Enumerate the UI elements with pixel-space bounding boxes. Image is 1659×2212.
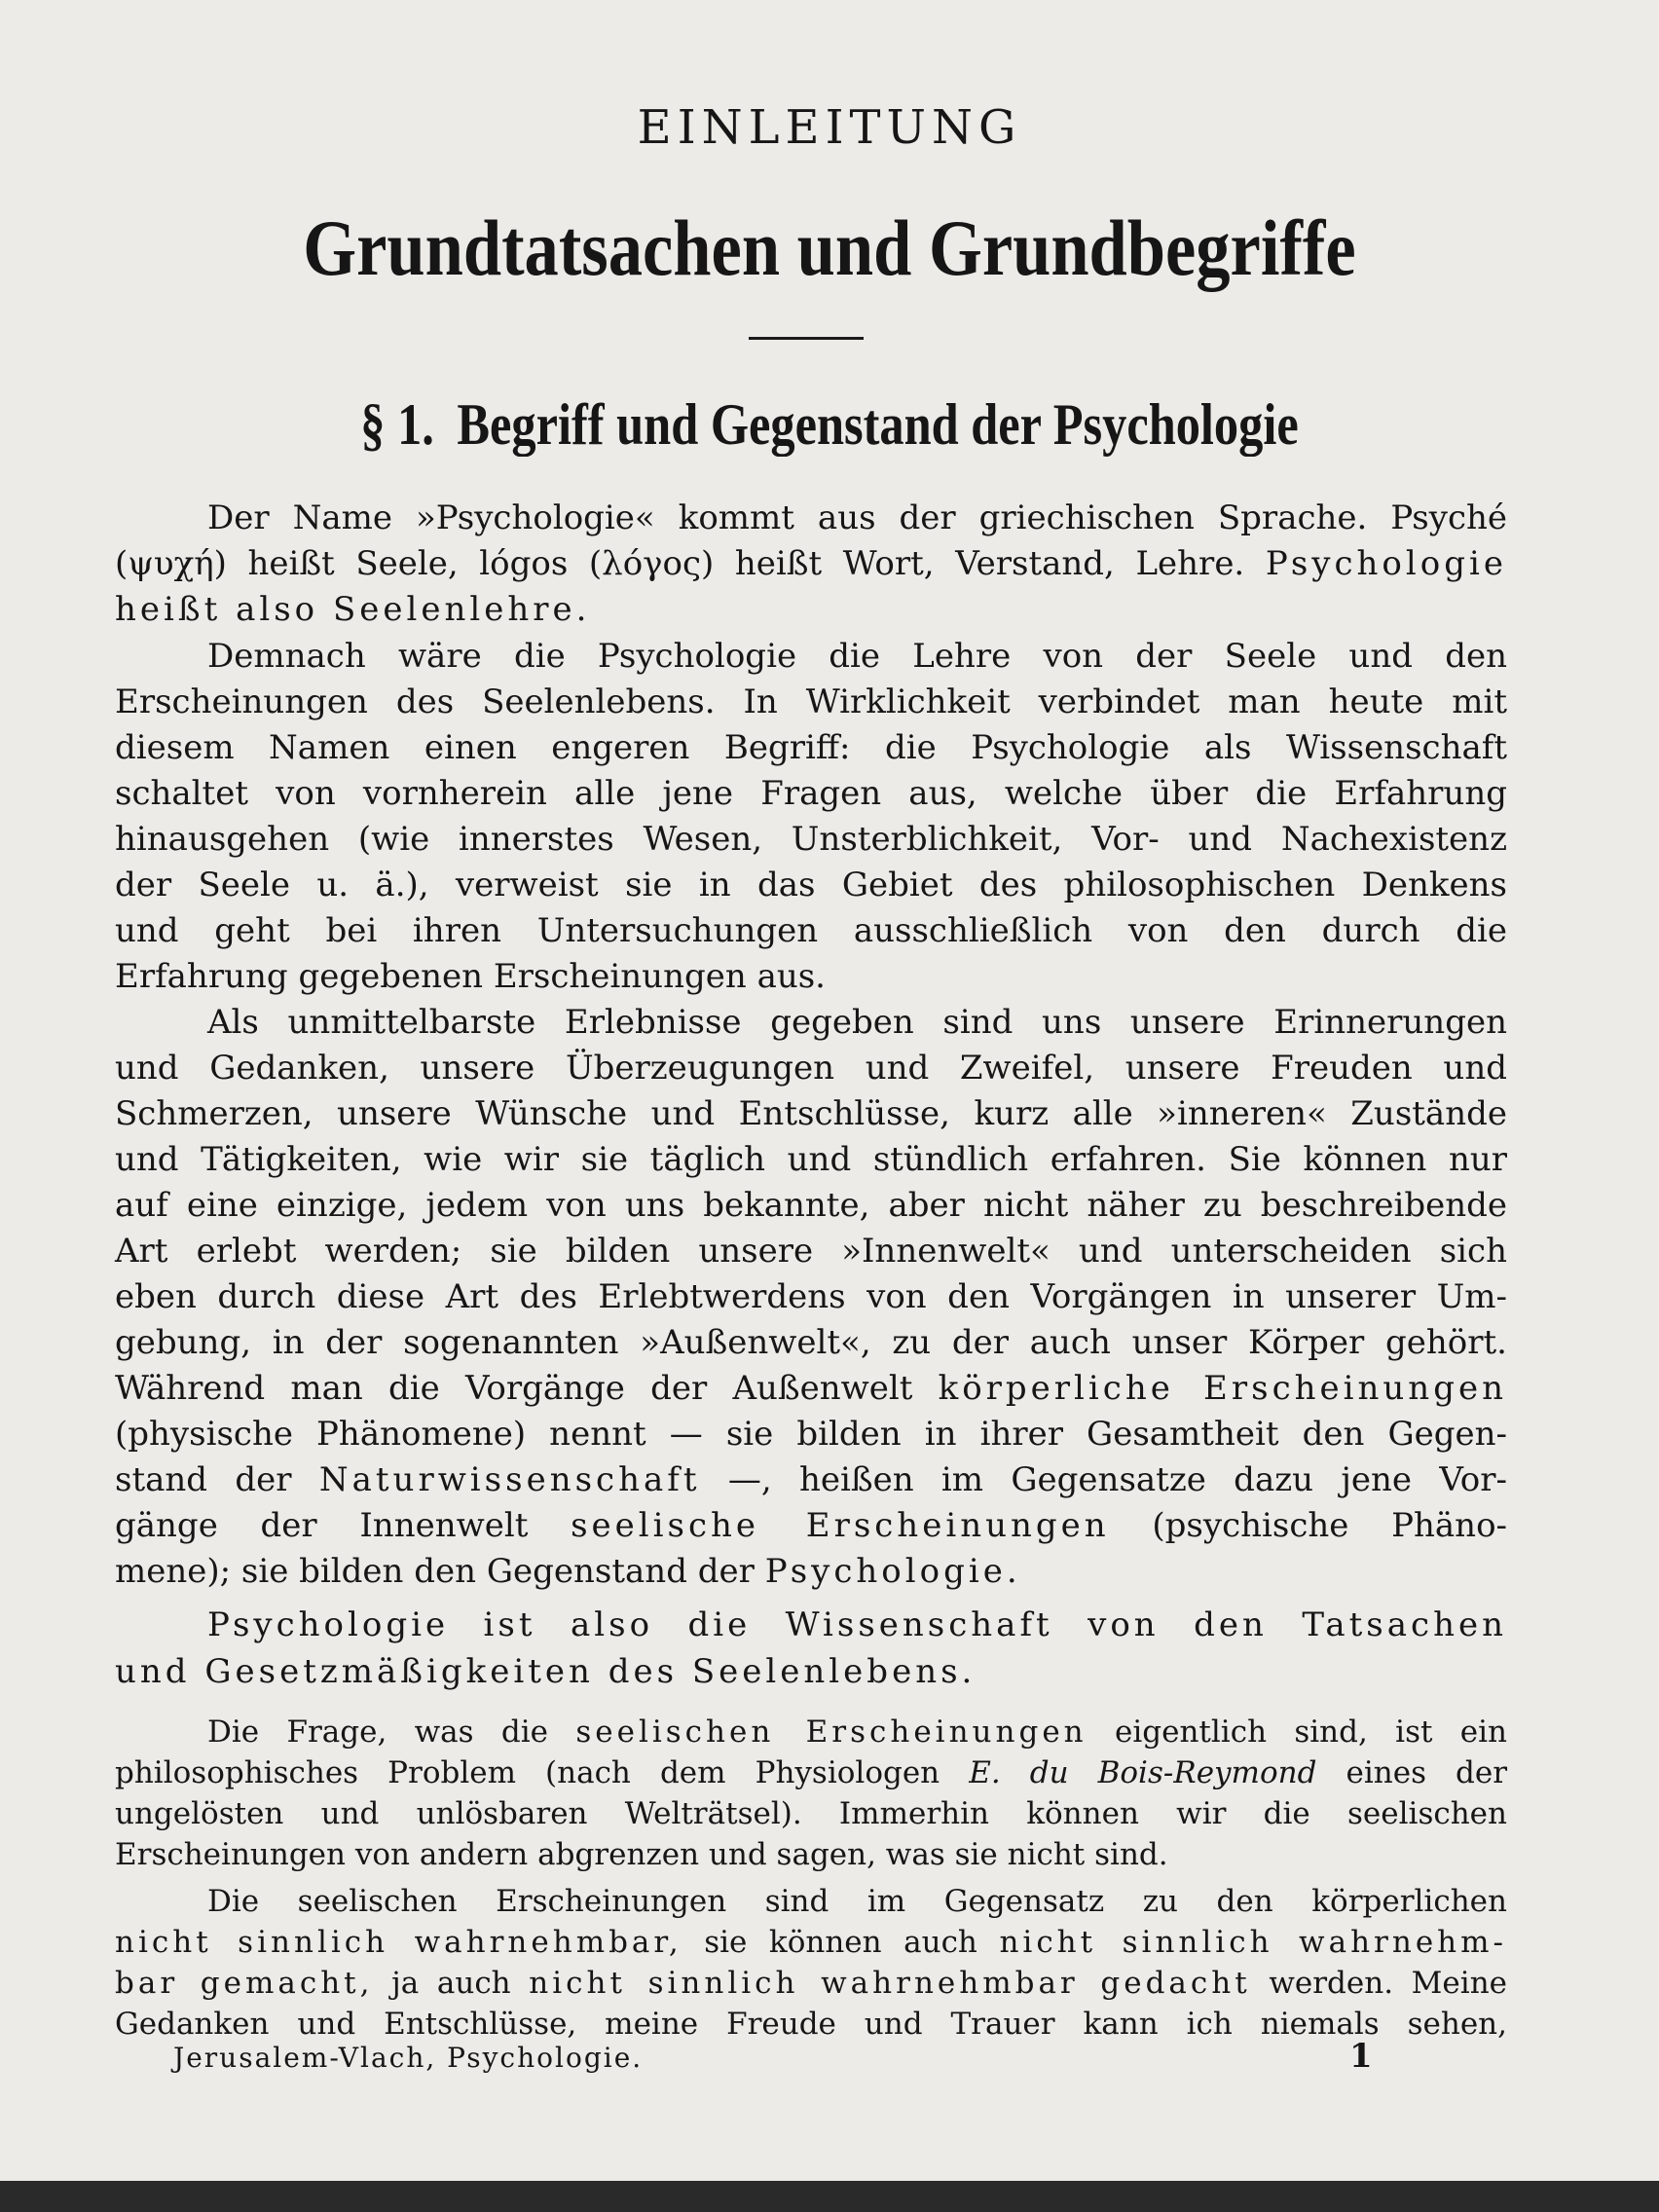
section-heading [132, 391, 1526, 459]
text-line: nicht sinnlich wahrnehmbar, sie können auch nicht sinnlich wahrnehm- [115, 1925, 1508, 1960]
footer-signature: Jerusalem-Vlach, Psychologie. [173, 2042, 644, 2074]
text-line: Die Frage, was die seelischen Erscheinungen eigentlich sind, ist ein [207, 1714, 1508, 1750]
text-line: und Gedanken, unsere Überzeugungen und Zweifel, unsere Freuden und [115, 1049, 1507, 1088]
text-line: hinausgehen (wie innerstes Wesen, Unsterblichkeit, Vor- und Nachexistenz [115, 820, 1507, 859]
title-rule [749, 337, 864, 340]
text-line: diesem Namen einen engeren Begriff: die Psychologie als Wissenschaft [115, 728, 1507, 767]
text-line: Erscheinungen des Seelenlebens. In Wirklichkeit verbindet man heute mit [115, 682, 1507, 721]
text-line: und geht bei ihren Untersuchungen ausschließlich von den durch die [115, 911, 1507, 950]
text-line: der Seele u. ä.), verweist sie in das Gebiet des philosophischen Denkens [115, 866, 1507, 904]
text-line: ungelösten und unlösbaren Welträtsel). Immerhin können wir die seelischen [115, 1796, 1507, 1831]
text-line: Psychologie ist also die Wissenschaft von den Tatsachen [207, 1605, 1507, 1644]
text-line: (physische Phänomene) nennt — sie bilden in ihrer Gesamtheit den Gegen- [115, 1415, 1507, 1454]
text-line: gänge der Innenwelt seelische Erscheinungen (psychische Phäno- [115, 1506, 1508, 1545]
text-line: und Gesetzmäßigkeiten des Seelenlebens. [115, 1652, 977, 1691]
text-line: philosophisches Problem (nach dem Physiologen E. du Bois-Reymond eines der [115, 1755, 1508, 1790]
text-line: Die seelischen Erscheinungen sind im Gegensatz zu den körperlichen [207, 1884, 1507, 1919]
text-line: Erfahrung gegebenen Erscheinungen aus. [115, 957, 826, 996]
text-line: eben durch diese Art des Erlebtwerdens von den Vorgängen in unserer Um- [115, 1277, 1507, 1316]
text-line: bar gemacht, ja auch nicht sinnlich wahrnehmbar gedacht werden. Meine [115, 1966, 1507, 2001]
page-number: 1 [1349, 2037, 1373, 2076]
text-line: Als unmittelbarste Erlebnisse gegeben sind uns unsere Erinnerungen [207, 1003, 1507, 1042]
text-line: Demnach wäre die Psychologie die Lehre von der Seele und den [207, 637, 1507, 676]
text-line: (ψυχή) heißt Seele, lógos (λόγος) heißt Wort, Verstand, Lehre. Psychologie [115, 544, 1507, 583]
text-line: Erscheinungen von andern abgrenzen und sagen, was sie nicht sind. [115, 1837, 1168, 1872]
text-line: Art erlebt werden; sie bilden unsere »Innenwelt« und unterscheiden sich [115, 1232, 1507, 1271]
text-line: Der Name »Psychologie« kommt aus der griechischen Sprache. Psyché [207, 498, 1507, 537]
scan-edge [0, 2181, 1659, 2212]
text-line: Schmerzen, unsere Wünsche und Entschlüsse, kurz alle »inneren« Zustände [115, 1094, 1507, 1133]
chapter-title: Grundtatsachen und Grundbegriffe [303, 203, 1356, 292]
chapter-label: EINLEITUNG [637, 100, 1022, 155]
section-title: Begriff und Gegenstand der Psychologie [457, 392, 1299, 457]
text-line: Während man die Vorgänge der Außenwelt körperliche Erscheinungen [115, 1369, 1507, 1408]
text-line: mene); sie bilden den Gegenstand der Psychologie. [115, 1552, 1021, 1591]
section-number: § 1. [360, 392, 434, 457]
text-line: und Tätigkeiten, wie wir sie täglich und stündlich erfahren. Sie können nur [115, 1140, 1507, 1179]
text-line: auf eine einzige, jedem von uns bekannte, aber nicht näher zu beschreibende [115, 1186, 1507, 1225]
text-line: stand der Naturwissenschaft —, heißen im Gegensatze dazu jene Vor- [115, 1460, 1508, 1499]
text-line: schaltet von vornherein alle jene Fragen aus, welche über die Erfahrung [115, 774, 1507, 813]
text-line: Gedanken und Entschlüsse, meine Freude und Trauer kann ich niemals sehen, [115, 2007, 1507, 2042]
text-line: heißt also Seelenlehre. [115, 590, 591, 629]
text-line: gebung, in der sogenannten »Außenwelt«, zu der auch unser Körper gehört. [115, 1323, 1507, 1362]
